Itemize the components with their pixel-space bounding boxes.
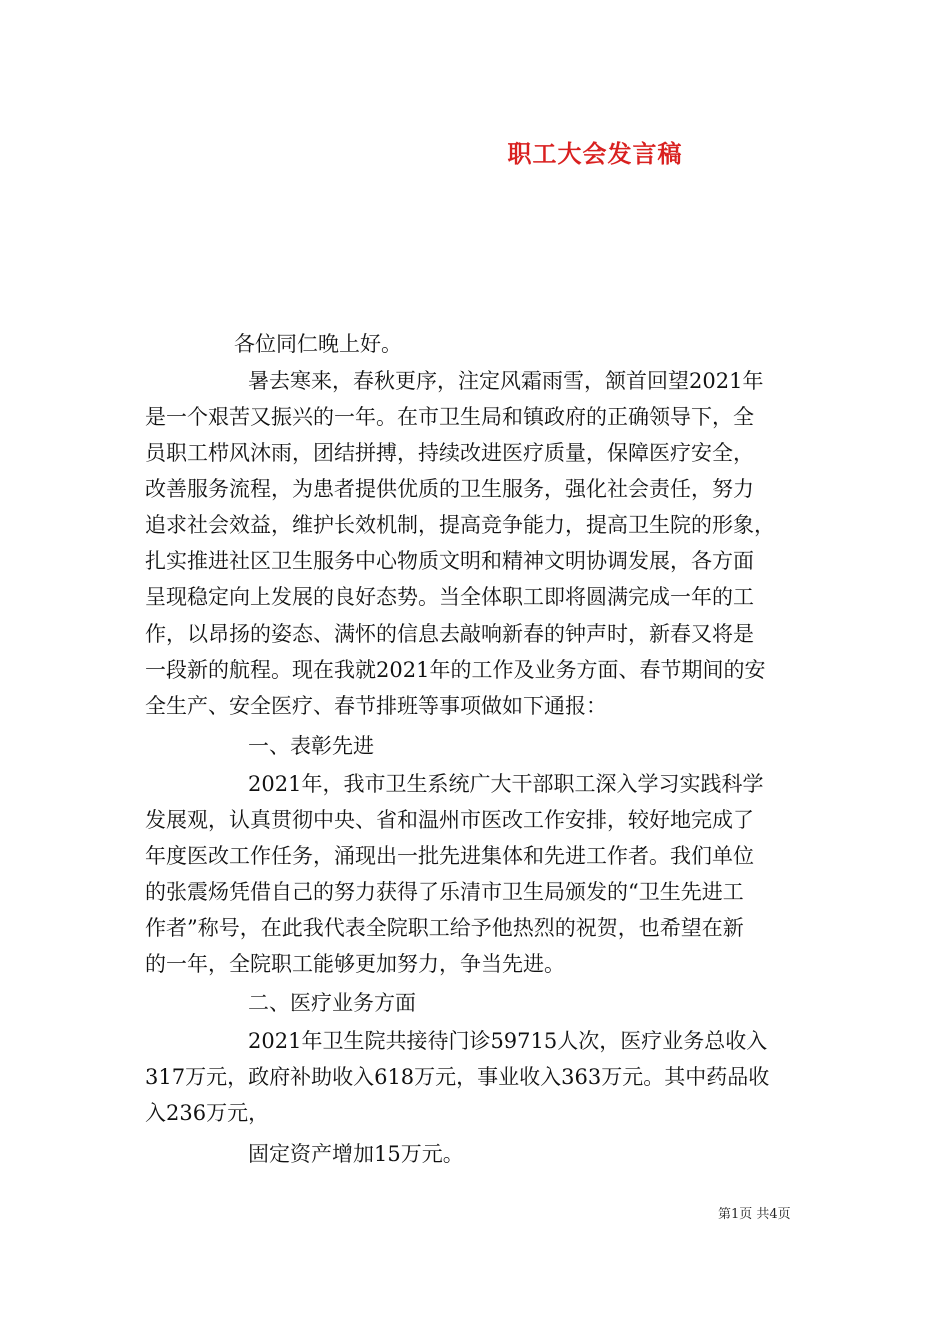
document-title: 职工大会发言稿 [507,140,683,168]
paragraph-line: 暑去寒来，春秋更序，注定风霜雨雪，颔首回望2021年 [248,369,764,393]
section-heading: 二、医疗业务方面 [248,991,416,1015]
paragraph-line: 发展观，认真贯彻中央、省和温州市医改工作安排，较好地完成了 [145,808,754,832]
paragraph-line: 固定资产增加15万元。 [248,1142,464,1166]
paragraph-line: 2021年卫生院共接待门诊59715人次，医疗业务总收入 [248,1029,768,1053]
paragraph-line: 2021年，我市卫生系统广大干部职工深入学习实践科学 [248,772,764,796]
paragraph-line: 作，以昂扬的姿态、满怀的信息去敲响新春的钟声时，新春又将是 [145,622,754,646]
paragraph-line: 的一年，全院职工能够更加努力，争当先进。 [145,952,565,976]
paragraph-line: 员职工栉风沐雨，团结拼搏，持续改进医疗质量，保障医疗安全， [145,441,754,465]
paragraph-line: 作者”称号，在此我代表全院职工给予他热烈的祝贺，也希望在新 [145,916,744,940]
paragraph-line: 入236万元， [145,1101,270,1125]
paragraph-line: 全生产、安全医疗、春节排班等事项做如下通报： [145,694,607,718]
paragraph-line: 追求社会效益，维护长效机制，提高竞争能力，提高卫生院的形象， [145,513,775,537]
paragraph-line: 改善服务流程，为患者提供优质的卫生服务，强化社会责任，努力 [145,477,754,501]
page-number: 第1页 共4页 [718,1207,791,1222]
paragraph-line: 317万元，政府补助收入618万元，事业收入363万元。其中药品收 [145,1065,770,1089]
paragraph-line: 扎实推进社区卫生服务中心物质文明和精神文明协调发展，各方面 [145,549,754,573]
section-heading: 一、表彰先进 [248,734,374,758]
paragraph-line: 年度医改工作任务，涌现出一批先进集体和先进工作者。我们单位 [145,844,754,868]
paragraph-line: 呈现稳定向上发展的良好态势。当全体职工即将圆满完成一年的工 [145,585,754,609]
paragraph-line: 一段新的航程。现在我就2021年的工作及业务方面、春节期间的安 [145,658,766,682]
greeting: 各位同仁晚上好。 [234,332,402,356]
paragraph-line: 是一个艰苦又振兴的一年。在市卫生局和镇政府的正确领导下，全 [145,405,754,429]
paragraph-line: 的张震炀凭借自己的努力获得了乐清市卫生局颁发的“卫生先进工 [145,880,744,904]
